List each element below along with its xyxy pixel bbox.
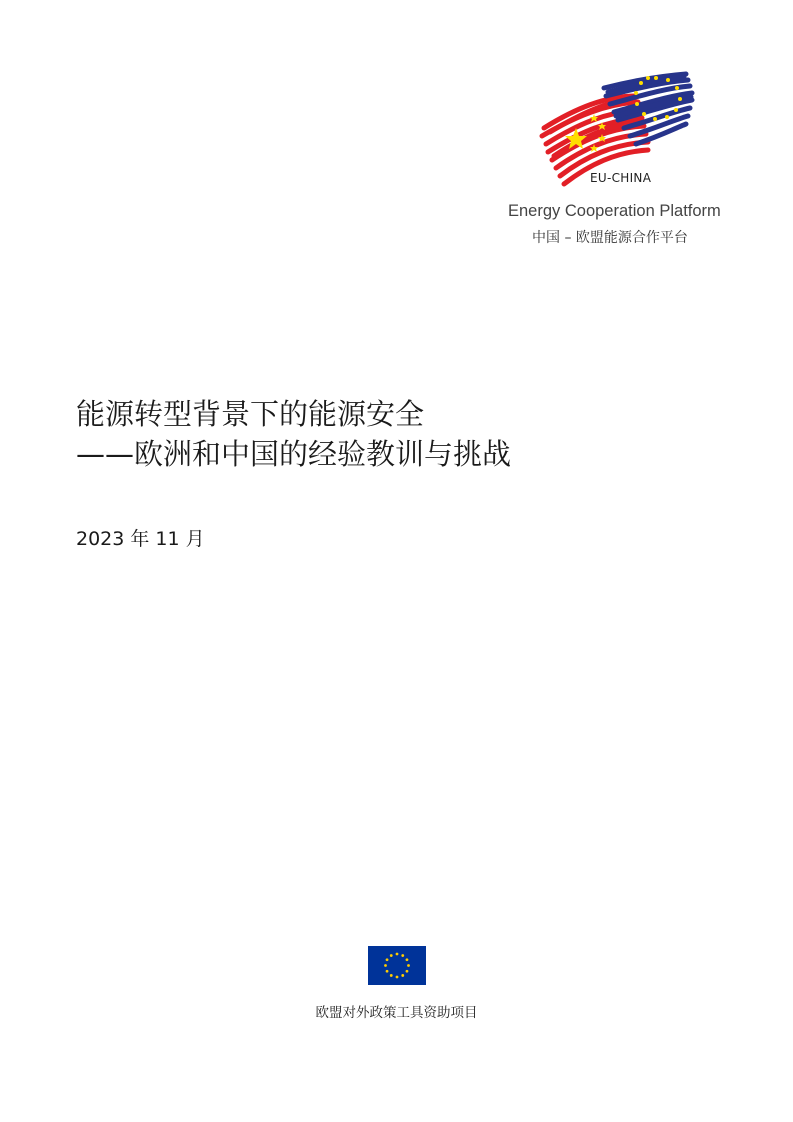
platform-name-zh: 中国 – 欧盟能源合作平台	[532, 230, 688, 246]
logo-caption: EU-CHINA	[590, 171, 652, 185]
eu-china-logo	[500, 66, 740, 256]
title-line-2: ——欧洲和中国的经验教训与挑战	[76, 437, 512, 471]
funding-note: 欧盟对外政策工具资助项目	[315, 1005, 478, 1021]
document-title	[76, 394, 716, 474]
title-line-1: 能源转型背景下的能源安全	[76, 397, 425, 431]
eu-flag-icon	[368, 946, 426, 985]
platform-name-en: Energy Cooperation Platform	[508, 202, 721, 220]
publication-date: 2023 年 11 月	[76, 528, 205, 550]
